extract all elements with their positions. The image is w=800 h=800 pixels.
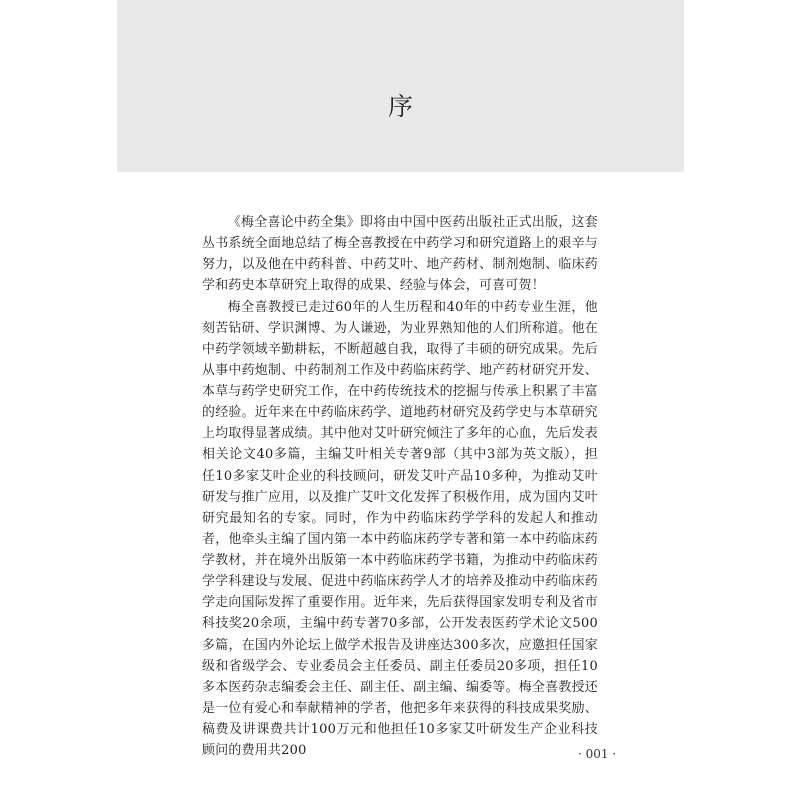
paragraph: 梅全喜教授已走过60年的人生历程和40年的中药专业生涯，他刻苦钻研、学识渊博、为人谦逊，为业界熟知他的人们所称道。他在中药学领域辛勤耕耘，不断超越自我，取得了丰硕的研究成果。先后从事中药炮制、中药制剂工作及中药临床药学、地产药材研究开发、本草与药学史研究工作，在中药传统技术的挖掘与传承上积累了丰富的经验。近年来在中药临床药学、道地药材研究及药学史与本草研究上均取得显著成绩。其中他对艾叶研究倾注了多年的心血，先后发表相关论文40多篇，主编艾叶相关专著9部（其中3部为英文版），担任10多家艾叶企业的科技顾问，研发艾叶产品10多种，为推动艾叶研发与推广应用，以及推广艾叶文化发挥了积极作用，成为国内艾叶研究最知名的专家。同时，作为中药临床药学学科的发起人和推动者，他牵头主编了国内第一本中药临床药学专著和第一本中药临床药学教材，并在境外出版第一本中药临床药学书籍，为推动中药临床药学学科建设与发展、促进中药临床药学人才的培养及推动中药临床药学走向国际发挥了重要作用。近年来，先后获得国家发明专利及省市科技奖20余项，主编中药专著70多部，公开发表医药学术论文500多篇，在国内外论坛上做学术报告及讲座达300多次，应邀担任国家级和省级学会、专业委员会主任委员、副主任委员20多项，担任10多本医药杂志编委会主任、副主任、副主编、编委等。梅全喜教授还是一位有爱心和奉献精神的学者，他把多年来获得的科技成果奖励、稿费及讲课费共计100万元和他担任10多家艾叶研发生产企业科技顾问的费用共200 [202,299,598,759]
page-title: 序 [387,92,413,121]
body-text [202,212,598,761]
page-number: · 001 · [578,747,617,761]
title-band [117,0,684,172]
paragraph: 《梅全喜论中药全集》即将由中国中医药出版社正式出版，这套丛书系统全面地总结了梅全喜教授在中药学习和研究道路上的艰辛与努力，以及他在中药科普、中药艾叶、地产药材、制剂炮制、临床药学和药史本草研究上取得的成果、经验与体会，可喜可贺！ [202,215,598,294]
